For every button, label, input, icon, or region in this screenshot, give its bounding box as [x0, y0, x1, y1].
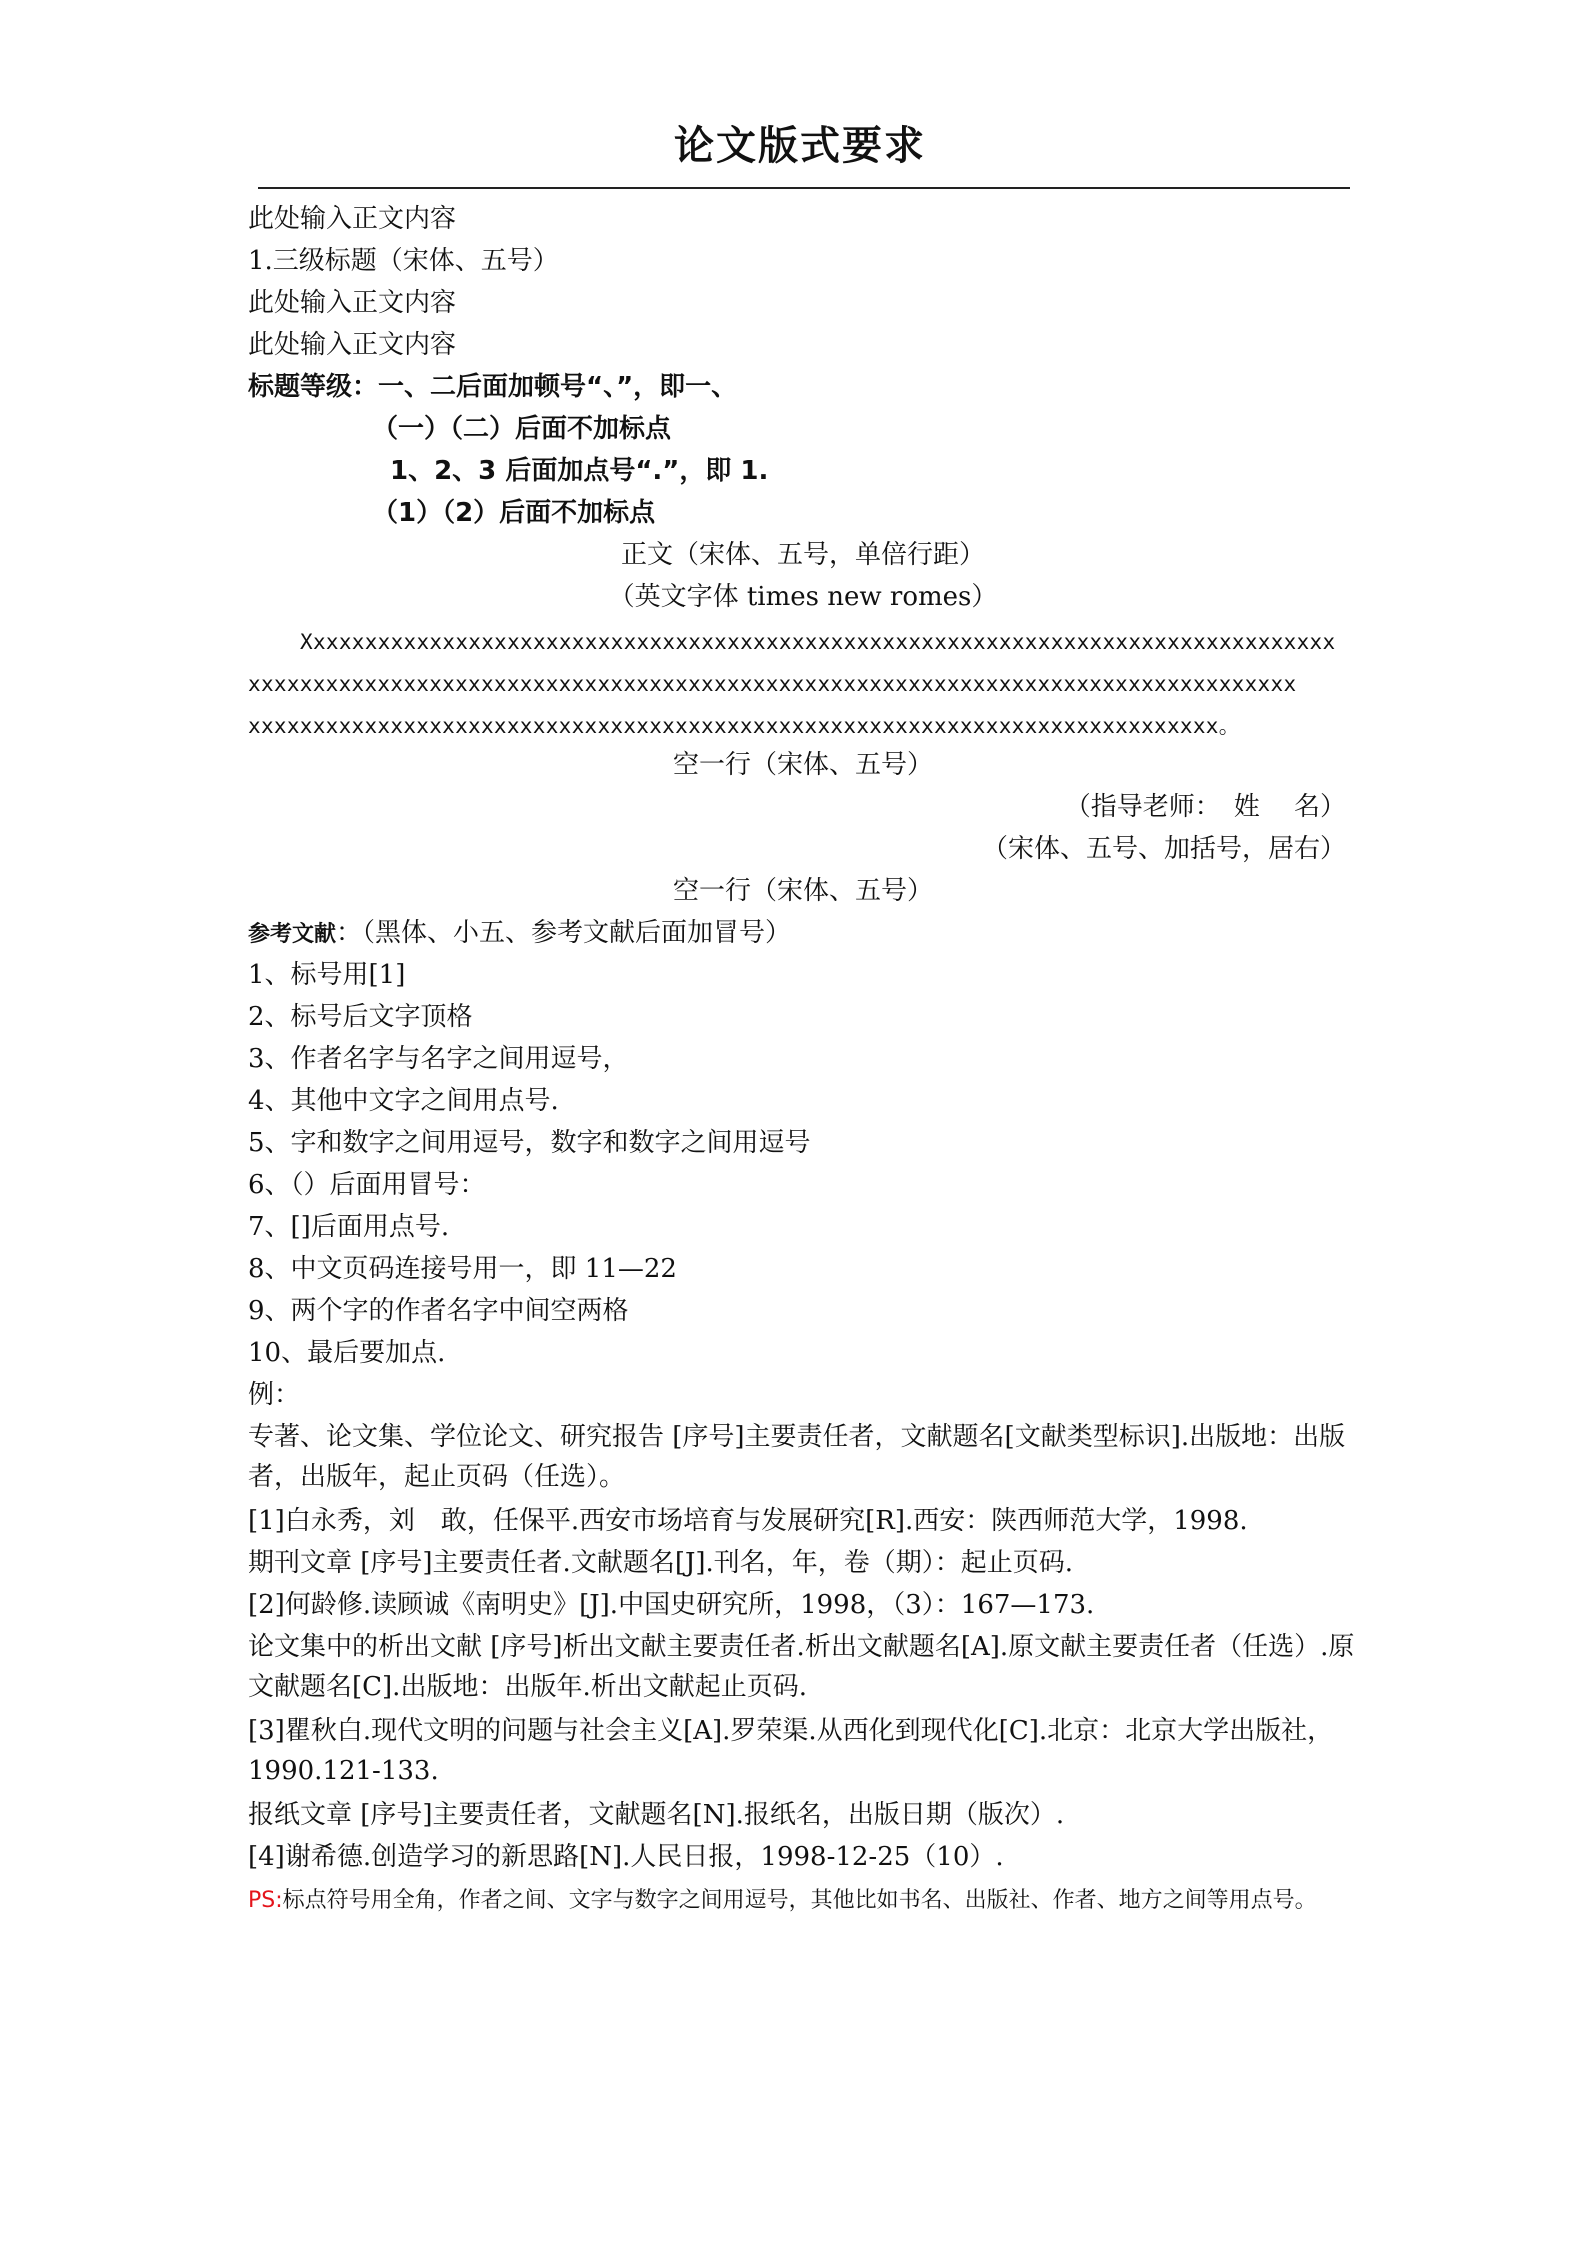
placeholder-text-line: xxxxxxxxxxxxxxxxxxxxxxxxxxxxxxxxxxxxxxxxxxxxxxxxxxxxxxxxxxxxxxxxxxxxxxxxxxx。 [248, 714, 1241, 738]
heading-level-rule: 1、2、3 后面加点号“.”，即 1. [390, 456, 769, 486]
placeholder-text-line: xxxxxxxxxxxxxxxxxxxxxxxxxxxxxxxxxxxxxxxxxxxxxxxxxxxxxxxxxxxxxxxxxxxxxxxxxxxxxxxxx [248, 672, 1297, 696]
references-note: ：（黑体、小五、参考文献后面加冒号） [336, 918, 792, 948]
reference-rule: 1、标号用[1] [248, 960, 406, 990]
example-label: 例： [248, 1380, 301, 1410]
reference-rule: 10、最后要加点. [248, 1338, 446, 1368]
advisor-format-note: （宋体、五号、加括号，居右） [981, 834, 1346, 864]
ps-text: 标点符号用全角，作者之间、文字与数字之间用逗号，其他比如书名、出版社、作者、地方之间等用点号。 [282, 1888, 1317, 1913]
reference-rule: 3、作者名字与名字之间用逗号， [248, 1044, 629, 1074]
reference-rule: 2、标号后文字顶格 [248, 1002, 473, 1032]
document-title: 论文版式要求 [674, 123, 926, 169]
example-citation: [2]何龄修.读顾诚《南明史》[J].中国史研究所，1998，（3）：167—173. [248, 1590, 1095, 1620]
body-font-note: 正文（宋体、五号，单倍行距） [620, 540, 985, 570]
heading-level-rule: （1）（2）后面不加标点 [372, 498, 656, 528]
blank-line-note: 空一行（宋体、五号） [672, 750, 933, 780]
ps-note [248, 1880, 1358, 1922]
body-text-line: 此处输入正文内容 [248, 204, 457, 234]
advisor-line: （指导老师： 姓 名） [1064, 792, 1346, 822]
reference-rule: 7、[]后面用点号. [248, 1212, 450, 1242]
reference-rule: 9、两个字的作者名字中间空两格 [248, 1296, 629, 1326]
example-citation: [4]谢希德.创造学习的新思路[N].人民日报，1998-12-25（10）. [248, 1842, 1004, 1872]
references-heading [248, 913, 1358, 953]
blank-line-note: 空一行（宋体、五号） [672, 876, 933, 906]
references-label: 参考文献 [248, 922, 337, 947]
example-citation: [1]白永秀，刘 敢，任保平.西安市场培育与发展研究[R].西安：陕西师范大学，1998. [248, 1506, 1248, 1536]
body-text-line: 此处输入正文内容 [248, 330, 457, 360]
example-format: 论文集中的析出文献 [序号]析出文献主要责任者.析出文献题名[A].原文献主要责任者（任选）.原文献题名[C].出版地：出版年.析出文献起止页码. [248, 1632, 1355, 1702]
reference-rule: 8、中文页码连接号用一，即 11—22 [248, 1254, 677, 1284]
reference-rule: 5、字和数字之间用逗号，数字和数字之间用逗号 [248, 1128, 811, 1158]
title-divider [258, 187, 1350, 189]
heading-level-rule: 标题等级：一、二后面加顿号“、”，即一、 [248, 372, 738, 402]
reference-rule: 6、（）后面用冒号： [248, 1170, 486, 1200]
heading-level-rule: （一）（二）后面不加标点 [372, 414, 672, 444]
example-format: 报纸文章 [序号]主要责任者，文献题名[N].报纸名，出版日期（版次）. [248, 1800, 1065, 1830]
body-text-line: 此处输入正文内容 [248, 288, 457, 318]
ps-label: PS: [248, 1888, 283, 1913]
third-level-heading-example: 1.三级标题（宋体、五号） [248, 246, 559, 276]
placeholder-text-line: Xxxxxxxxxxxxxxxxxxxxxxxxxxxxxxxxxxxxxxxxxxxxxxxxxxxxxxxxxxxxxxxxxxxxxxxxxxxxxxxx [300, 630, 1336, 654]
english-font-note: （英文字体 times new romes） [608, 582, 998, 612]
example-format: 期刊文章 [序号]主要责任者.文献题名[J].刊名，年，卷（期）：起止页码. [248, 1548, 1074, 1578]
example-format: 专著、论文集、学位论文、研究报告 [序号]主要责任者，文献题名[文献类型标识].出版地：出版者，出版年，起止页码（任选）。 [248, 1422, 1346, 1492]
example-citation: [3]瞿秋白.现代文明的问题与社会主义[A].罗荣渠.从西化到现代化[C].北京：北京大学出版社，1990.121-133. [248, 1716, 1334, 1786]
reference-rule: 4、其他中文字之间用点号. [248, 1086, 559, 1116]
